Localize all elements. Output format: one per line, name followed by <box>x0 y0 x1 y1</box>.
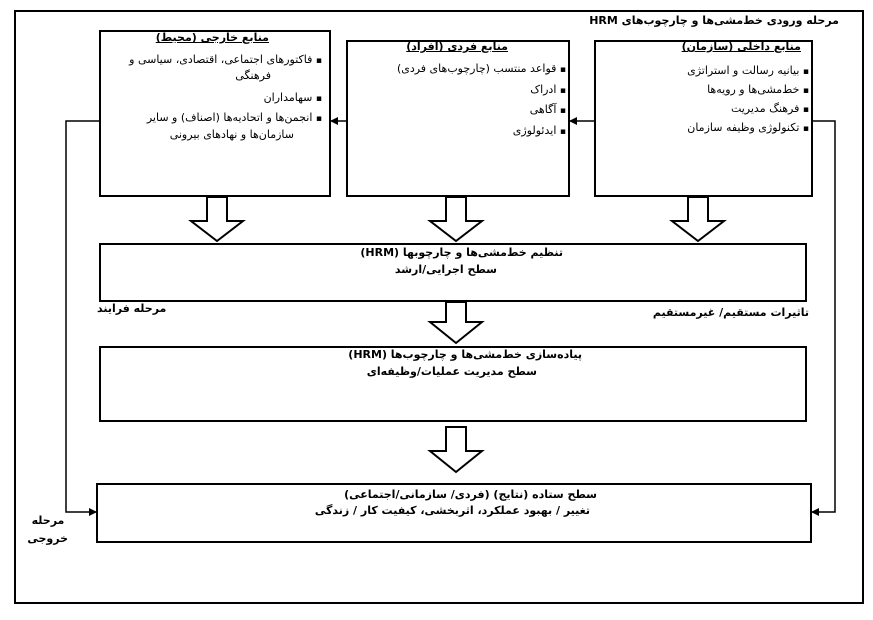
process-stage-label: مرحله فرایند <box>97 302 167 315</box>
implementation-title: پیاده‌سازی خط‌مشی‌ها و چارچوب‌ها (HRM) <box>348 348 582 361</box>
external-item-factors-cont: فرهنگی <box>235 69 271 82</box>
direct-indirect-effects-label: تاثیرات مستقیم/ غیرمستقیم <box>652 306 809 319</box>
internal-sources-title: منابع داخلی (سازمان) <box>681 40 801 53</box>
block-arrow-external-down <box>191 197 243 241</box>
block-arrow-implementation-down <box>430 427 482 472</box>
individual-item-perception: ▪ ادراک <box>530 83 566 96</box>
external-sources-title: منابع خارجی (محیط) <box>155 31 269 44</box>
block-arrow-individual-down <box>430 197 482 241</box>
external-item-associations-cont: سازمان‌ها و نهادهای بیرونی <box>169 128 294 141</box>
internal-item-policies: ▪ خط‌مشی‌ها و رویه‌ها <box>707 83 809 96</box>
external-item-factors: ▪ فاکتورهای اجتماعی، اقتصادی، سیاسی و <box>129 53 322 66</box>
external-item-associations: ▪ انجمن‌ها و اتحادیه‌ها (اصناف) و سایر <box>146 111 322 124</box>
output-title: سطح ستاده (نتایج) (فردی/ سازمانی/اجتماعی) <box>344 488 597 501</box>
implementation-level: سطح مدیریت عملیات/وظیفه‌ای <box>366 365 537 378</box>
diagram-title: مرحله ورودی خط‌مشی‌ها و چارچوب‌های HRM <box>589 14 839 27</box>
output-results: تغییر / بهبود عملکرد، اثربخشی، کیفیت کار / زندگی <box>314 504 590 517</box>
regulation-level: سطح اجرایی/ارشد <box>394 263 497 276</box>
external-item-stakeholders: ▪ سهامداران <box>263 91 322 104</box>
block-arrow-internal-down <box>672 197 724 241</box>
individual-item-rules: ▪ قواعد منتسب (چارچوب‌های فردی) <box>396 62 566 75</box>
individual-item-awareness: ▪ آگاهی <box>529 103 566 116</box>
individual-item-ideology: ▪ ایدئولوژی <box>512 124 566 137</box>
block-arrow-regulation-down <box>430 302 482 343</box>
arrow-direct-indirect-effects <box>812 121 835 512</box>
internal-item-culture: ▪ فرهنگ مدیریت <box>730 102 809 115</box>
arrow-process-stage <box>66 121 99 512</box>
internal-item-technology: ▪ تکنولوژی وظیفه سازمان <box>687 121 809 134</box>
internal-item-mission: ▪ بیانیه رسالت و استراتژی <box>687 64 809 77</box>
output-stage-label: مرحله خروجی <box>27 514 68 545</box>
individual-sources-title: منابع فردی (افراد) <box>406 40 508 53</box>
regulation-title: تنظیم خط‌مشی‌ها و چارچوبها (HRM) <box>360 246 563 259</box>
